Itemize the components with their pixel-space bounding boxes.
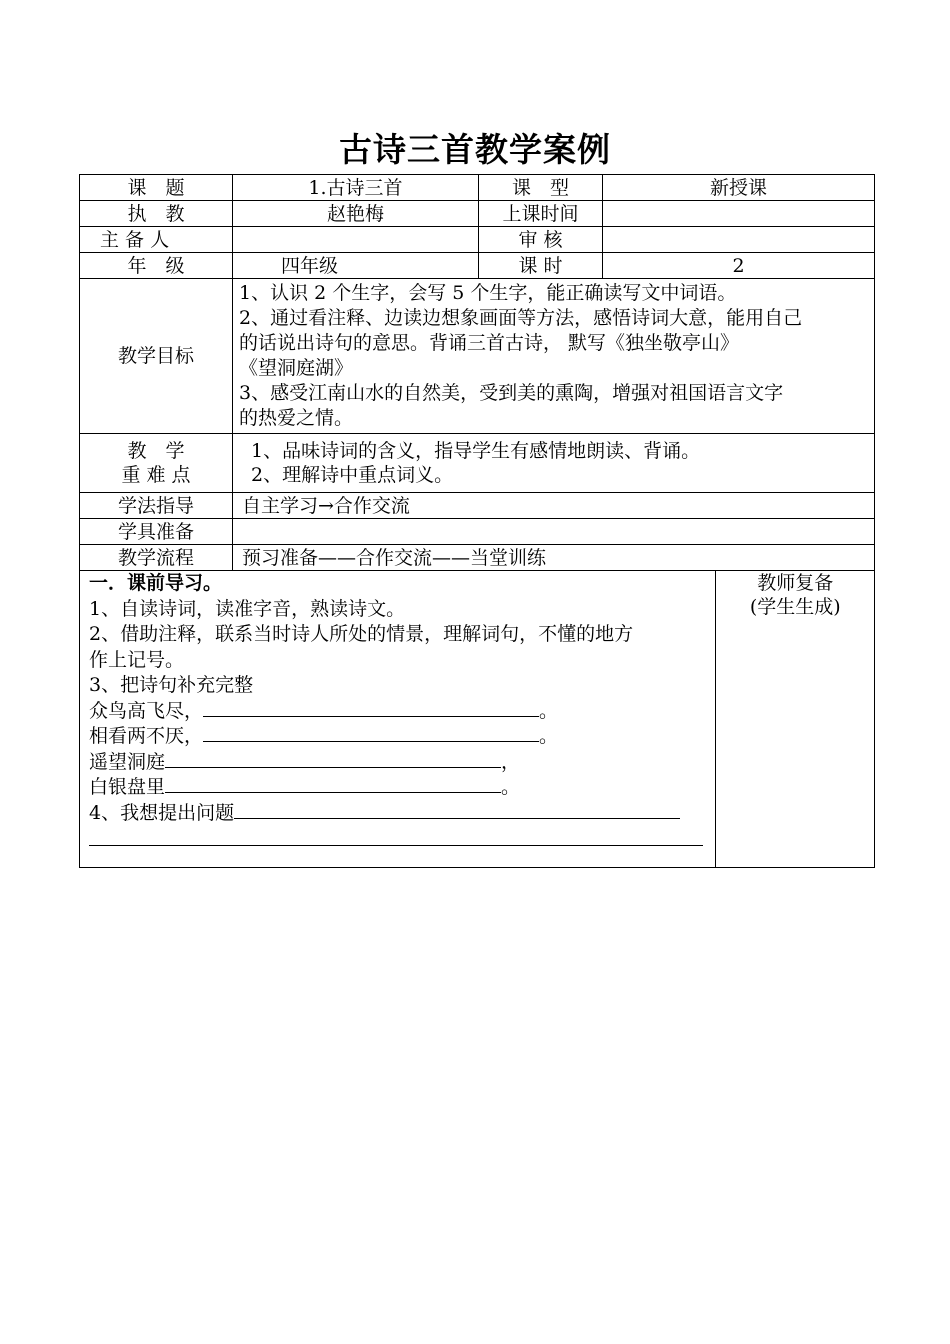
topic-value: 1.古诗三首	[233, 175, 479, 201]
method-row	[80, 493, 875, 519]
fill-line-4	[89, 775, 705, 801]
tools-value	[233, 519, 875, 545]
teacher-label: 执 教	[80, 201, 233, 227]
question-blank[interactable]	[234, 801, 680, 819]
goal-line: 的话说出诗句的意思。背诵三首古诗， 默写《独坐敬亭山》	[239, 332, 740, 354]
fill-suffix: ，	[501, 750, 521, 773]
goal-line: 3、感受江南山水的自然美，受到美的熏陶，增强对祖国语言文字	[239, 382, 784, 404]
preview-heading: 一．课前导习。	[89, 572, 223, 594]
document-title: 古诗三首教学案例	[339, 130, 611, 169]
type-label: 课 型	[479, 175, 603, 201]
flow-value: 预习准备——合作交流——当堂训练	[233, 545, 875, 571]
question-line	[89, 801, 705, 827]
topic-row	[80, 175, 875, 201]
method-label: 学法指导	[80, 493, 233, 519]
class-time-label: 上课时间	[479, 201, 603, 227]
goals-label: 教学目标	[80, 279, 233, 434]
question-blank-2[interactable]	[89, 828, 703, 846]
fill-blank[interactable]	[165, 750, 501, 768]
keypoint-line: 2、理解诗中重点词义。	[251, 464, 454, 486]
keypoints-label-line2: 重 难 点	[121, 464, 191, 486]
class-time-value	[603, 201, 875, 227]
preview-section	[80, 571, 715, 867]
preview-item-2a: 2、借助注释，联系当时诗人所处的情景，理解词句，不懂的地方	[89, 623, 634, 645]
tools-label: 学具准备	[80, 519, 233, 545]
teacher-row	[80, 201, 875, 227]
fill-suffix: 。	[501, 776, 521, 798]
keypoints-label	[80, 434, 233, 493]
preparer-value	[233, 227, 479, 253]
flow-label: 教学流程	[80, 545, 233, 571]
side-line-1: 教师复备	[757, 572, 834, 594]
keypoints-content	[233, 434, 875, 493]
question-prefix: 4、我想提出问题	[89, 801, 235, 824]
preview-item-1: 1、自读诗词，读准字音，熟读诗文。	[89, 597, 406, 620]
goal-line: 2、通过看注释、边读边想象画面等方法，感悟诗词大意，能用自己	[239, 307, 803, 329]
grade-label: 年 级	[80, 253, 233, 279]
preparer-label: 主 备 人	[80, 227, 233, 253]
goals-content	[233, 279, 875, 434]
tools-row	[80, 519, 875, 545]
preview-cell	[80, 571, 875, 868]
fill-suffix: 。	[539, 699, 559, 722]
goals-row	[80, 279, 875, 434]
preview-item-2b: 作上记号。	[89, 648, 185, 671]
fill-prefix: 白银盘里	[89, 776, 166, 798]
topic-label: 课 题	[80, 175, 233, 201]
goal-line: 的热爱之情。	[239, 407, 354, 429]
preparer-row	[80, 227, 875, 253]
preview-row	[80, 571, 875, 868]
side-line-2: (学生生成)	[749, 596, 841, 618]
fill-prefix: 众鸟高飞尽，	[89, 699, 204, 722]
fill-blank[interactable]	[165, 775, 501, 793]
type-value: 新授课	[603, 175, 875, 201]
fill-prefix: 遥望洞庭	[89, 750, 166, 773]
teacher-review-section	[715, 571, 875, 867]
method-value: 自主学习→合作交流	[233, 493, 875, 519]
keypoints-row	[80, 434, 875, 493]
keypoints-label-line1: 教 学	[127, 440, 185, 462]
lesson-plan-table	[79, 174, 875, 868]
grade-row	[80, 253, 875, 279]
hours-value: 2	[603, 253, 875, 279]
hours-label: 课 时	[479, 253, 603, 279]
review-value	[603, 227, 875, 253]
goal-line: 《望洞庭湖》	[239, 357, 354, 379]
fill-prefix: 相看两不厌，	[89, 725, 204, 747]
fill-blank[interactable]	[203, 699, 539, 717]
question-line-2	[89, 828, 705, 854]
preview-inner-table	[80, 571, 875, 867]
fill-blank[interactable]	[203, 724, 539, 742]
flow-row	[80, 545, 875, 571]
fill-suffix: 。	[539, 725, 559, 747]
goal-line: 1、认识 2 个生字，会写 5 个生字，能正确读写文中词语。	[239, 282, 737, 304]
review-label: 审 核	[479, 227, 603, 253]
fill-line-2	[89, 724, 705, 750]
fill-line-3	[89, 750, 705, 776]
preview-item-3: 3、把诗句补充完整	[89, 674, 254, 696]
grade-value: 四年级	[233, 253, 479, 279]
keypoint-line: 1、品味诗词的含义，指导学生有感情地朗读、背诵。	[251, 440, 701, 462]
teacher-value: 赵艳梅	[233, 201, 479, 227]
fill-line-1	[89, 699, 705, 725]
